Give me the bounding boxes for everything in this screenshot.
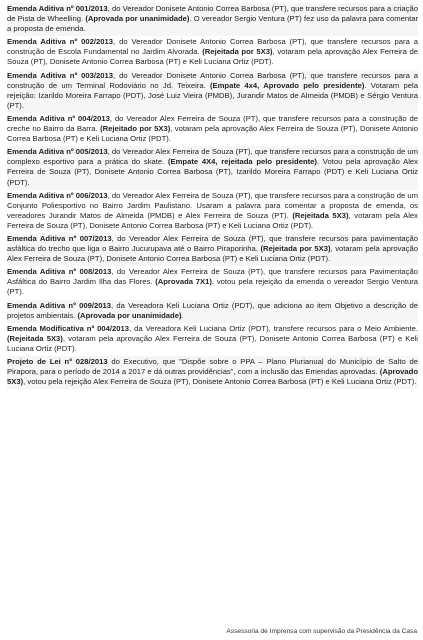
amendment-paragraph (7, 266, 418, 299)
body-text: , da Vereadora Keli Luciana Ortiz (PDT), transfere recursos para o Meio Ambiente. (129, 323, 419, 333)
body-text: , do Vereador Donisete Antonio Correa Barbosa (PT), que transfere recursos para a construção de um Terminal Rodoviário no Jd. Teixeira. (7, 70, 418, 90)
body-text: . (181, 310, 184, 320)
bold-text: (Aprovado 5X3) (7, 367, 418, 387)
bold-text: Emenda Aditiva nº 009/2013 (7, 300, 111, 310)
body-text: , votaram pela Alex Ferreira de Souza (PT), Donisete Antonio Correa Barbosa (PT) e Keli Luciana Ortiz (PDT). (7, 210, 419, 230)
amendment-paragraph (7, 113, 418, 146)
amendment-paragraph (7, 3, 418, 36)
amendment-paragraph (7, 323, 418, 356)
body-text: , do Vereador Donisete Antonio Correa Barbosa (PT), que transfere recursos para a construção de Escola Fundamental no Jardim Alvorada. (7, 37, 418, 57)
bold-text: Emenda Aditiva nº 008/2013 (7, 267, 112, 277)
body-text: , votaram pela aprovação Alex Ferreira de Souza (PT), Donisete Antonio Correa Barbosa (PT) e Keli Luciana Ortiz (PDT). (7, 244, 419, 264)
amendment-paragraph (7, 356, 418, 389)
bold-text: Emenda Modificativa nº 004/2013 (7, 323, 130, 333)
bold-text: Emenda Aditiva nº 002/2013 (7, 37, 114, 47)
bold-text: Emenda Aditiva nº 004/2013 (7, 113, 110, 123)
body-text: , votou pela rejeição Alex Ferreira de Souza (PT), Donisete Antonio Correa Barbosa (PT) e Keli Luciana Ortiz (PDT). (23, 377, 417, 387)
footer-credit: Assessoria de Imprensa com supervisão da Presidência da Casa (226, 628, 417, 635)
bold-text: (Aprovada 7X1) (155, 277, 212, 287)
amendment-paragraph (7, 233, 418, 266)
bold-text: Emenda Aditiva nº 005/2013 (7, 147, 108, 157)
body-text: , do Vereador Alex Ferreira de Souza (PT), que transfere recursos para a construção de um Conjunto Poliesportivo no Bairro Jardim Paulistano. Usaram a palavra para comentar a proposta de emenda, os vereadores Jurandir Matos de Almeida (PMDB) e Alex Ferreira de Souza (PT). (7, 190, 418, 220)
amendment-paragraph (7, 300, 418, 323)
bold-text: Emenda Aditiva nº 001/2013 (7, 4, 108, 13)
bold-text: (Aprovada por unanimidade) (85, 14, 190, 24)
bold-text: (Rejeitada 5X3) (292, 210, 349, 220)
bold-text: (Rejeitada por 5X3) (260, 244, 331, 254)
bold-text: (Empate 4x4, Aprovado pelo presidente) (210, 80, 365, 90)
body-text: do Executivo, que "Dispõe sobre o PPA – Plano Plurianual do Município de Salto de Pirapora, para o período de 2014 a 2017 e dá outras providências", com a inclusão das Emendas aprovadas. (7, 357, 418, 377)
body-text: . Votou pela aprovação Alex Ferreira de Souza (PT), Donisete Antonio Correa Barbosa (PT), Izarildo Moreira Farrapo (PDT) e Keli Luciana Ortiz (PDT). (7, 157, 418, 187)
amendment-paragraph (7, 190, 418, 233)
body-text: , do Vereador Alex Ferreira de Souza (PT), que transfere recursos para a construção de creche no Bairro da Barra. (7, 113, 418, 134)
bold-text: (Rejeitada por 5X3) (202, 47, 273, 57)
amendment-paragraph (7, 146, 418, 189)
amendment-paragraph (7, 70, 418, 113)
amendment-paragraph (7, 36, 418, 69)
body-text: , do Vereador Alex Ferreira de Souza (PT), que transfere recursos para Pavimentação Asfáltica do Bairro Jardim Ilha das Flores. (7, 267, 418, 287)
bold-text: Emenda Aditiva nº 007/2013 (7, 233, 112, 243)
body-text: , votaram pela aprovação Alex Ferreira de Souza (PT), Donisete Antonio Correa Barbosa (PT) e Keli Luciana Ortiz (PDT). (7, 47, 419, 67)
body-text: . O vereador Sergio Ventura (PT) fez uso da palavra para comentar a proposta de emenda. (7, 14, 419, 34)
body-text: . Votaram pela rejeição: Izarildo Moreira Farrapo (PDT), José Luiz Vieira (PMDB), Jurandir Matos de Almeida (PMDB) e Sérgio Ventura (PT). (7, 80, 418, 110)
bold-text: Emenda Aditiva nº 006/2013 (7, 190, 108, 200)
bold-text: (Empate 4X4, rejeitada pelo presidente) (167, 157, 317, 167)
body-text: , votaram pela aprovação Alex Ferreira de Souza (PT), Donisete Antonio Correa Barbosa (PT) e Keli Luciana Ortiz (PDT). (7, 124, 418, 144)
body-text: , votou pela rejeição da emenda o vereador Sergio Ventura (PT). (7, 277, 418, 297)
bold-text: (Rejeitada 5X3) (7, 333, 63, 343)
bold-text: Projeto de Lei nº 028/2013 (7, 357, 108, 366)
body-text: , votaram pela aprovação Alex Ferreira de Souza (PT), Donisete Antonio Correa Barbosa (PT) e Keli Luciana Ortiz (PDT). (7, 333, 418, 353)
body-text: , do Vereador Alex Ferreira de Souza (PT), que transfere recursos para a construção de um complexo esportivo para a prática do skate. (7, 147, 418, 167)
bold-text: (Rejeitado por 5X3) (100, 124, 171, 134)
body-text: , do Vereador Donisete Antonio Correa Barbosa (PT), que transfere recursos para a criação de Pista de Wheelling. (7, 4, 419, 24)
minutes-body (7, 3, 418, 389)
bold-text: Emenda Aditiva nº 003/2013 (7, 70, 114, 80)
body-text: , do Vereador Alex Ferreira de Souza (PT), que transfere recursos para pavimentação asfáltica do trecho que liga o Bairro Jucurupava até o Bairro Piraporinha. (7, 233, 418, 254)
body-text: , da Vereadora Keli Luciana Ortiz (PDT), que adiciona ao item Objetivo a descrição de projetos ambientais. (7, 300, 418, 320)
bold-text: (Aprovada por unanimidade) (77, 310, 182, 320)
